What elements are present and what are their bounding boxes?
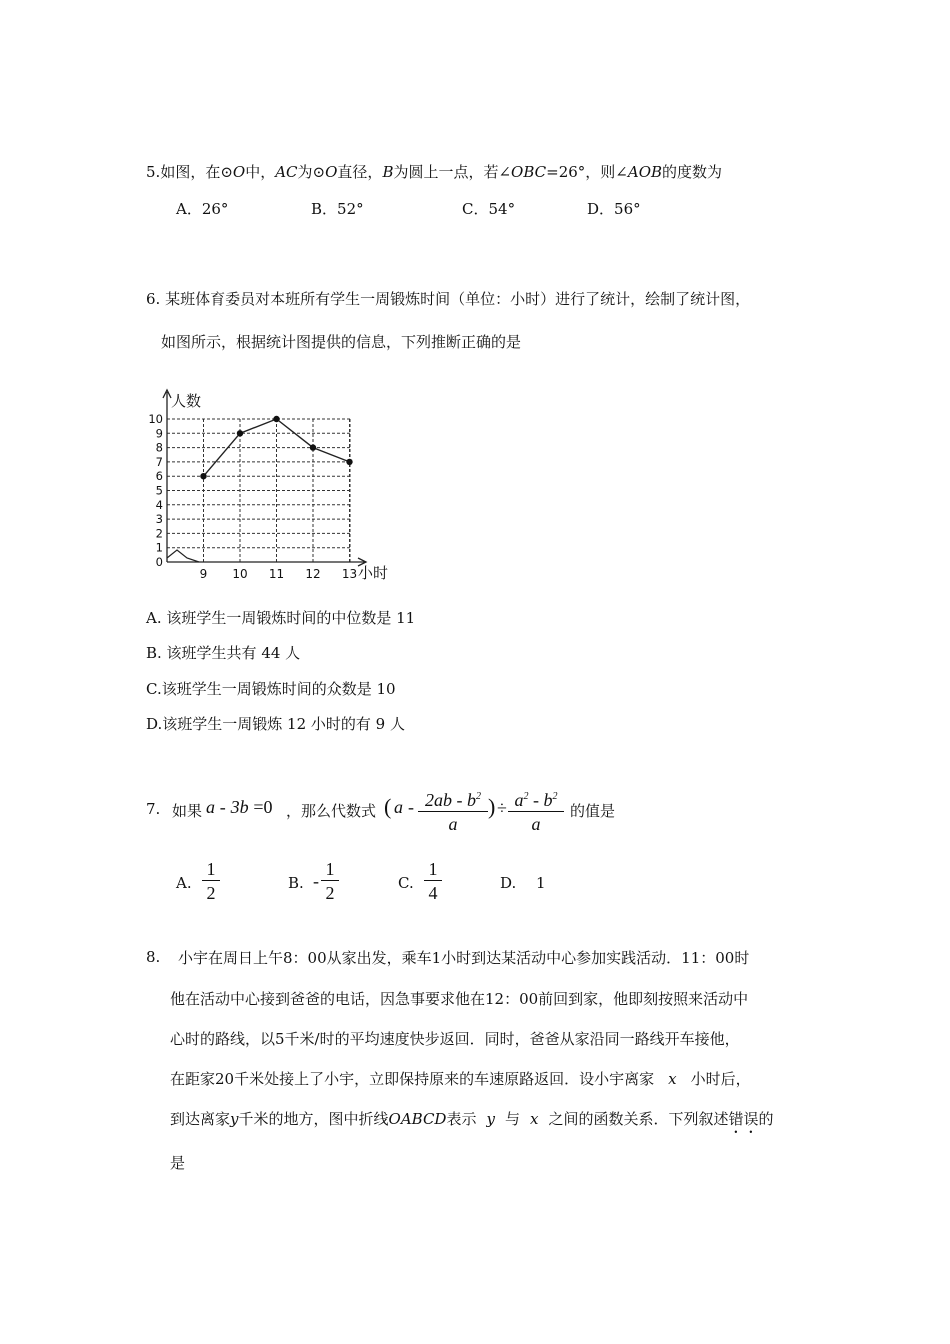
q7-paren-open: ( (384, 794, 392, 819)
q8-line4 (170, 1068, 751, 1089)
q6-option-a[interactable]: A. 该班学生一周锻炼时间的中位数是 11 (146, 609, 416, 627)
data-point (310, 444, 316, 450)
q5-var: AOB (627, 163, 663, 181)
y-tick-label: 0 (155, 555, 163, 569)
q6-line-chart (140, 386, 400, 586)
q8-line5-text: 千米的地方，图中折线 (238, 1110, 389, 1128)
q7-exponent: 2 (523, 791, 529, 802)
q5-option-b[interactable]: B．52° (311, 200, 364, 218)
data-point (200, 473, 206, 479)
q6-option-b[interactable]: B. 该班学生共有 44 人 (146, 644, 301, 662)
q6-stem-line2: 如图所示，根据统计图提供的信息，下列推断正确的是 (161, 333, 522, 351)
q7-tail: 的值是 (570, 802, 616, 820)
q7-paren-close: ) (488, 794, 496, 819)
q7-option-c-fraction[interactable] (424, 858, 442, 905)
q5-text: =26°，则∠ (546, 163, 628, 181)
q5-var: B (382, 163, 394, 181)
y-tick-label: 10 (148, 412, 163, 426)
y-tick-label: 6 (155, 469, 163, 484)
q8-line5-text: 表示 (446, 1110, 477, 1128)
q7-option-c-label[interactable]: C. (398, 874, 414, 892)
q7-condition (206, 797, 273, 818)
q7-fraction-2-num-rest: - b (528, 790, 553, 810)
q7-fraction-2-numerator (508, 786, 564, 811)
y-tick-label: 7 (155, 454, 163, 469)
q5-text: 的度数为 (662, 163, 723, 181)
x-axis-label: 小时 (358, 564, 389, 582)
y-tick-label: 8 (155, 440, 163, 455)
x-tick-label: 11 (268, 567, 285, 581)
q7-op: - (219, 797, 226, 817)
axis-break-symbol (167, 550, 199, 562)
q7-fraction-2-num-a: a (514, 790, 524, 810)
y-tick-label: 5 (155, 483, 163, 498)
q5-option-c[interactable]: C．54° (462, 200, 516, 218)
q8-var-y: y (230, 1110, 239, 1128)
q6-option-c[interactable]: C.该班学生一周锻炼时间的众数是 10 (146, 680, 396, 698)
q8-line1: 小宇在周日上午8：00从家出发，乘车1小时到达某活动中心参加实践活动．11：00时 (178, 949, 750, 967)
q5-text: 如图，在⊙ (160, 163, 233, 181)
q8-line2: 他在活动中心接到爸爸的电话，因急事要求他在12：00前回到家，他即刻按照来活动中 (170, 990, 749, 1008)
q7-option-b-sign: - (313, 871, 319, 891)
q6-stem-line1: 6. 某班体育委员对本班所有学生一周锻炼时间（单位：小时）进行了统计，绘制了统计图， (146, 290, 751, 308)
q7-option-a-den: 2 (206, 883, 216, 903)
data-point (273, 416, 279, 422)
x-tick-label: 9 (199, 567, 208, 581)
q7-option-a-num: 1 (206, 859, 216, 879)
q8-line4-text: 在距家20千米处接上了小宇，立即保持原来的车速原路返回．设小宇离家 (170, 1070, 655, 1088)
x-tick-label: 13 (341, 567, 358, 581)
q8-line5-text: 到达离家 (170, 1110, 231, 1128)
q7-option-d-label[interactable]: D. (500, 874, 517, 892)
q5-var: O (325, 163, 338, 181)
y-tick-label: 4 (155, 497, 163, 512)
q7-exponent: 2 (476, 791, 481, 802)
q5-option-a[interactable]: A．26° (176, 200, 229, 218)
q8-var-x: x (529, 1110, 539, 1128)
x-tick-label: 12 (305, 567, 321, 581)
q5-var: O (232, 163, 246, 181)
q7-fraction-1-denominator: a (448, 814, 458, 834)
q7-op: =0 (253, 797, 273, 817)
y-tick-label: 3 (155, 512, 163, 527)
y-tick-label: 1 (155, 540, 163, 555)
q8-line5 (170, 1108, 773, 1137)
q8-line5-text: 的 (758, 1110, 774, 1128)
q7-option-a-fraction[interactable] (202, 858, 220, 905)
q7-fraction-2 (508, 786, 564, 836)
q5-text: 中， (245, 163, 276, 181)
q7-option-b-label[interactable]: B. (288, 874, 304, 892)
q8-var-y: y (486, 1110, 495, 1128)
q7-lead: 如果 (172, 802, 203, 820)
q8-number: 8. (146, 948, 161, 966)
q7-var-a: a (394, 797, 403, 817)
q7-option-b-den: 2 (325, 883, 335, 903)
q8-line4b-text: 小时后， (690, 1070, 751, 1088)
q7-fraction-1-num-text: 2ab - b (425, 790, 476, 810)
q8-emphasis-word: 错误 (728, 1110, 759, 1128)
q5-text: 为圆上一点，若∠ (393, 163, 512, 181)
q8-polyline-name: OABCD (388, 1110, 447, 1128)
x-tick-label: 10 (232, 567, 248, 581)
q7-option-c-num: 1 (428, 859, 438, 879)
q5-text: 为⊙ (297, 163, 326, 181)
y-axis-label: 人数 (171, 392, 202, 410)
chart-ticks (148, 412, 357, 581)
y-tick-label: 9 (155, 426, 163, 441)
q7-var: 3b (230, 797, 249, 817)
chart-grid (167, 419, 350, 562)
q7-option-d-value[interactable]: 1 (536, 874, 546, 892)
q7-number: 7. (146, 800, 161, 818)
q8-line3: 心时的路线，以5千米/时的平均速度快步返回．同时，爸爸从家沿同一路线开车接他， (170, 1030, 740, 1048)
q7-var: a (206, 797, 215, 817)
q8-line5-text: 之间的函数关系．下列叙述 (548, 1110, 729, 1128)
data-point (346, 459, 352, 465)
q7-fraction-2-denominator: a (531, 814, 541, 834)
q6-option-d[interactable]: D.该班学生一周锻炼 12 小时的有 9 人 (146, 715, 405, 733)
q7-fraction-1 (418, 786, 488, 836)
q7-option-b-num: 1 (325, 859, 335, 879)
q7-fraction-1-numerator (418, 786, 488, 811)
q8-line5-text: 与 (504, 1110, 520, 1128)
data-point (237, 430, 243, 436)
q7-option-a-label[interactable]: A. (176, 874, 192, 892)
q8-line6: 是 (170, 1154, 186, 1172)
q5-option-d[interactable]: D．56° (587, 200, 641, 218)
y-tick-label: 2 (155, 526, 163, 541)
q8-var-x: x (668, 1070, 677, 1088)
q5-text: 直径， (337, 163, 383, 181)
q7-minus: - (408, 797, 414, 817)
q5-number: 5. (146, 163, 161, 181)
q7-divide: ÷ (497, 798, 507, 818)
q5-var: AC (275, 163, 298, 181)
q5-stem (146, 161, 722, 182)
q7-option-b-fraction[interactable] (321, 858, 339, 905)
q5-var: OBC (511, 163, 547, 181)
q7-exponent: 2 (552, 791, 558, 802)
q7-option-c-den: 4 (428, 883, 438, 903)
q7-mid: ，那么代数式 (286, 802, 377, 820)
